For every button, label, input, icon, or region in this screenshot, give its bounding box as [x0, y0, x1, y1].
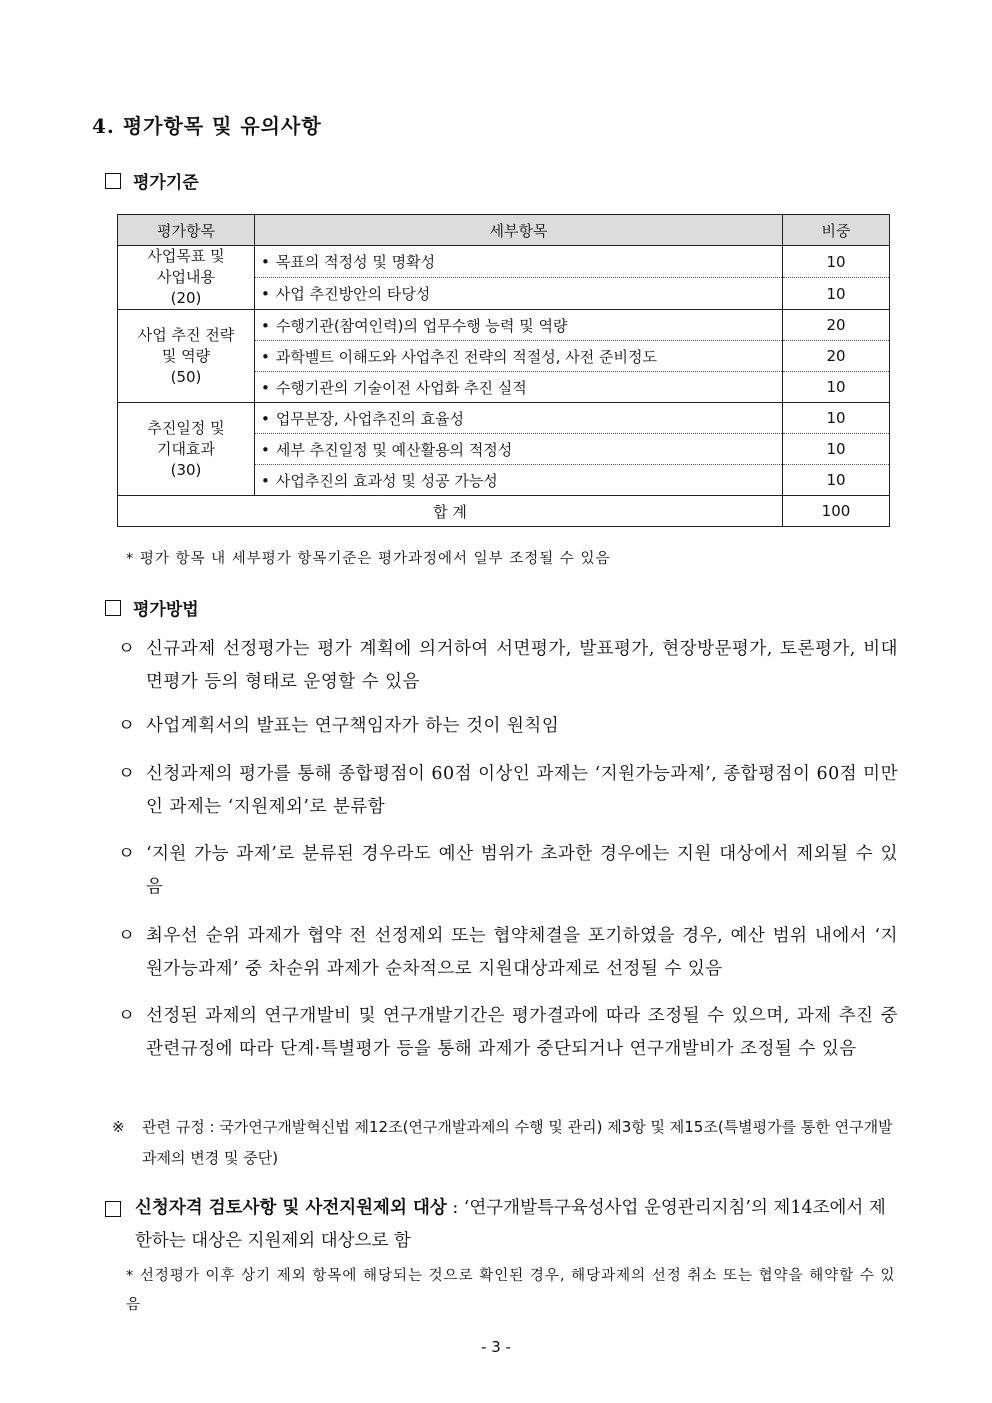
criteria-section-title — [105, 168, 199, 193]
method-bullet-text: 신규과제 선정평가는 평가 계획에 의거하여 서면평가, 발표평가, 현장방문평가, 토론평가, 비대면평가 등의 형태로 운영할 수 있음 — [146, 639, 898, 692]
detail-text: 업무분장, 사업추진의 효율성 — [275, 409, 465, 428]
qualification-footnote: * 선정평가 이후 상기 제외 항목에 해당되는 것으로 확인된 경우, 해당과제의 선정 취소 또는 협약을 해약할 수 있음 — [126, 1268, 896, 1313]
method-bullet — [118, 1000, 898, 1066]
weight-cell: 10 — [783, 372, 890, 403]
detail-text: 수행기관의 기술이전 사업화 추진 실적 — [275, 378, 527, 397]
bullet-icon: • — [261, 378, 270, 397]
detail-text: 세부 추진일정 및 예산활용의 적정성 — [275, 440, 513, 459]
detail-text: 과학벨트 이해도와 사업추진 전략의 적절성, 사전 준비정도 — [275, 347, 657, 366]
checkbox-icon — [105, 1201, 121, 1217]
qualification-section — [105, 1192, 898, 1258]
table-row — [118, 403, 890, 434]
method-bullet — [118, 633, 898, 699]
circle-bullet-icon: ㅇ — [118, 764, 136, 784]
table-header-row — [118, 215, 890, 246]
table-total-row — [118, 496, 890, 527]
method-bullet-text: 최우선 순위 과제가 협약 전 선정제외 또는 협약체결을 포기하였을 경우, 예산 범위 내에서 ‘지원가능과제’ 중 차순위 과제가 순차적으로 지원대상과제로 선정될 수 있음 — [146, 926, 898, 979]
weight-cell: 10 — [783, 246, 890, 278]
method-section-title — [105, 595, 199, 620]
header-category: 평가항목 — [118, 215, 255, 246]
total-value: 100 — [783, 496, 890, 527]
bullet-icon: • — [261, 409, 270, 428]
qualification-title: 신청자격 검토사항 및 사전지원제외 대상 — [135, 1198, 447, 1218]
method-bullet — [118, 758, 898, 824]
circle-bullet-icon: ㅇ — [118, 926, 136, 946]
header-weight: 비중 — [783, 215, 890, 246]
evaluation-table — [117, 214, 890, 527]
reference-note — [112, 1112, 898, 1174]
category-cell: 추진일정 및 기대효과 (30) — [118, 403, 255, 496]
category-cell: 사업목표 및 사업내용 (20) — [118, 246, 255, 310]
weight-cell: 10 — [783, 434, 890, 465]
weight-cell: 10 — [783, 403, 890, 434]
method-bullet-text: ‘지원 가능 과제’로 분류된 경우라도 예산 범위가 초과한 경우에는 지원 대상에서 제외될 수 있음 — [146, 844, 898, 897]
total-label: 합 계 — [118, 496, 783, 527]
weight-cell: 10 — [783, 465, 890, 496]
detail-cell — [255, 403, 783, 434]
circle-bullet-icon: ㅇ — [118, 639, 136, 659]
detail-cell — [255, 246, 783, 278]
page-number: - 3 - — [481, 1338, 511, 1356]
method-bullet — [118, 838, 898, 904]
section-heading: 4. 평가항목 및 유의사항 — [92, 114, 322, 138]
weight-cell: 20 — [783, 310, 890, 341]
bullet-icon: • — [261, 316, 270, 335]
bullet-icon: • — [261, 253, 270, 271]
detail-cell — [255, 278, 783, 310]
detail-cell — [255, 310, 783, 341]
criteria-title-label: 평가기준 — [133, 173, 199, 193]
method-bullet — [118, 710, 898, 743]
checkbox-icon — [105, 600, 121, 616]
detail-text: 사업 추진방안의 타당성 — [275, 285, 431, 303]
bullet-icon: • — [261, 285, 270, 303]
bullet-icon: • — [261, 440, 270, 459]
reference-mark: ※ — [112, 1118, 125, 1136]
weight-cell: 20 — [783, 341, 890, 372]
method-bullet-text: 선정된 과제의 연구개발비 및 연구개발기간은 평가결과에 따라 조정될 수 있으며, 과제 추진 중 관련규정에 따라 단계·특별평가 등을 통해 과제가 중단되거나 연구개발비가 조정될 수 있음 — [146, 1006, 898, 1059]
detail-cell — [255, 372, 783, 403]
method-bullet — [118, 920, 898, 986]
category-cell: 사업 추진 전략 및 역량 (50) — [118, 310, 255, 403]
circle-bullet-icon: ㅇ — [118, 716, 136, 736]
table-footnote: * 평가 항목 내 세부평가 항목기준은 평가과정에서 일부 조정될 수 있음 — [126, 551, 611, 567]
method-title-label: 평가방법 — [133, 600, 199, 620]
table-row — [118, 246, 890, 278]
bullet-icon: • — [261, 347, 270, 366]
weight-cell: 10 — [783, 278, 890, 310]
bullet-icon: • — [261, 471, 270, 490]
circle-bullet-icon: ㅇ — [118, 844, 136, 864]
detail-cell — [255, 341, 783, 372]
header-detail: 세부항목 — [255, 215, 783, 246]
qualification-text: : ‘연구개발특구육성사업 운영관리지침’의 제14조에서 제한하는 대상은 지원제외 대상으로 함 — [135, 1198, 886, 1251]
checkbox-icon — [105, 173, 121, 189]
detail-text: 목표의 적정성 및 명확성 — [275, 253, 436, 271]
circle-bullet-icon: ㅇ — [118, 1006, 136, 1026]
detail-text: 수행기관(참여인력)의 업무수행 능력 및 역량 — [275, 316, 568, 335]
method-bullet-text: 사업계획서의 발표는 연구책임자가 하는 것이 원칙임 — [146, 716, 560, 736]
method-bullet-text: 신청과제의 평가를 통해 종합평점이 60점 이상인 과제는 ‘지원가능과제’, 종합평점이 60점 미만인 과제는 ‘지원제외’로 분류함 — [146, 764, 898, 817]
reference-text: 관련 규정 : 국가연구개발혁신법 제12조(연구개발과제의 수행 및 관리) 제3항 및 제15조(특별평가를 통한 연구개발과제의 변경 및 중단) — [142, 1118, 893, 1167]
detail-cell — [255, 434, 783, 465]
detail-cell — [255, 465, 783, 496]
detail-text: 사업추진의 효과성 및 성공 가능성 — [275, 471, 498, 490]
table-row — [118, 310, 890, 341]
